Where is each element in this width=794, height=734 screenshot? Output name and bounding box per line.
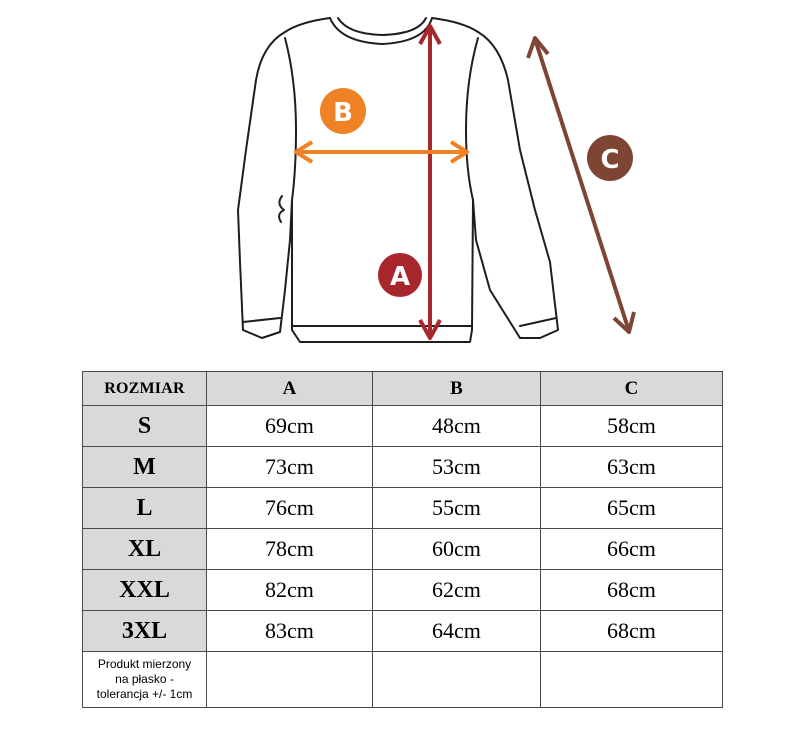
empty-cell bbox=[373, 652, 541, 708]
header-b: B bbox=[373, 372, 541, 406]
value-c-cell: 68cm bbox=[541, 611, 723, 652]
table-row bbox=[83, 570, 723, 611]
value-c-cell: 65cm bbox=[541, 488, 723, 529]
table-header-row bbox=[83, 372, 723, 406]
table-row bbox=[83, 611, 723, 652]
label-b-text: B bbox=[333, 98, 353, 128]
size-chart-table bbox=[82, 371, 723, 708]
value-a-cell: 76cm bbox=[207, 488, 373, 529]
note-row bbox=[83, 652, 723, 708]
value-b-cell: 64cm bbox=[373, 611, 541, 652]
value-b-cell: 62cm bbox=[373, 570, 541, 611]
header-a: A bbox=[207, 372, 373, 406]
header-size: ROZMIAR bbox=[83, 372, 207, 406]
table-row bbox=[83, 406, 723, 447]
value-b-cell: 60cm bbox=[373, 529, 541, 570]
header-c: C bbox=[541, 372, 723, 406]
label-c-badge bbox=[587, 135, 633, 181]
table-row bbox=[83, 488, 723, 529]
measurement-c-arrow bbox=[528, 38, 634, 332]
size-cell: XXL bbox=[83, 570, 207, 611]
value-a-cell: 73cm bbox=[207, 447, 373, 488]
value-a-cell: 82cm bbox=[207, 570, 373, 611]
empty-cell bbox=[541, 652, 723, 708]
value-b-cell: 55cm bbox=[373, 488, 541, 529]
note-line: tolerancja +/- 1cm bbox=[96, 687, 193, 701]
value-b-cell: 48cm bbox=[373, 406, 541, 447]
value-a-cell: 78cm bbox=[207, 529, 373, 570]
value-a-cell: 83cm bbox=[207, 611, 373, 652]
value-c-cell: 68cm bbox=[541, 570, 723, 611]
measurement-diagram bbox=[0, 0, 794, 360]
value-c-cell: 63cm bbox=[541, 447, 723, 488]
value-c-cell: 58cm bbox=[541, 406, 723, 447]
table-row bbox=[83, 447, 723, 488]
measurement-a-arrow bbox=[420, 26, 440, 338]
label-a-text: A bbox=[389, 262, 411, 292]
value-c-cell: 66cm bbox=[541, 529, 723, 570]
size-cell: XL bbox=[83, 529, 207, 570]
note-line: Produkt mierzony bbox=[97, 657, 192, 671]
label-c-text: C bbox=[600, 145, 620, 175]
note-line: na płasko - bbox=[115, 672, 174, 686]
size-cell: 3XL bbox=[83, 611, 207, 652]
value-a-cell: 69cm bbox=[207, 406, 373, 447]
label-b-badge bbox=[320, 88, 366, 134]
size-cell: L bbox=[83, 488, 207, 529]
size-cell: M bbox=[83, 447, 207, 488]
empty-cell bbox=[207, 652, 373, 708]
label-a-badge bbox=[378, 253, 422, 297]
table-row bbox=[83, 529, 723, 570]
size-cell: S bbox=[83, 406, 207, 447]
value-b-cell: 53cm bbox=[373, 447, 541, 488]
measurement-note bbox=[83, 652, 207, 708]
measurement-b-arrow bbox=[296, 142, 467, 162]
